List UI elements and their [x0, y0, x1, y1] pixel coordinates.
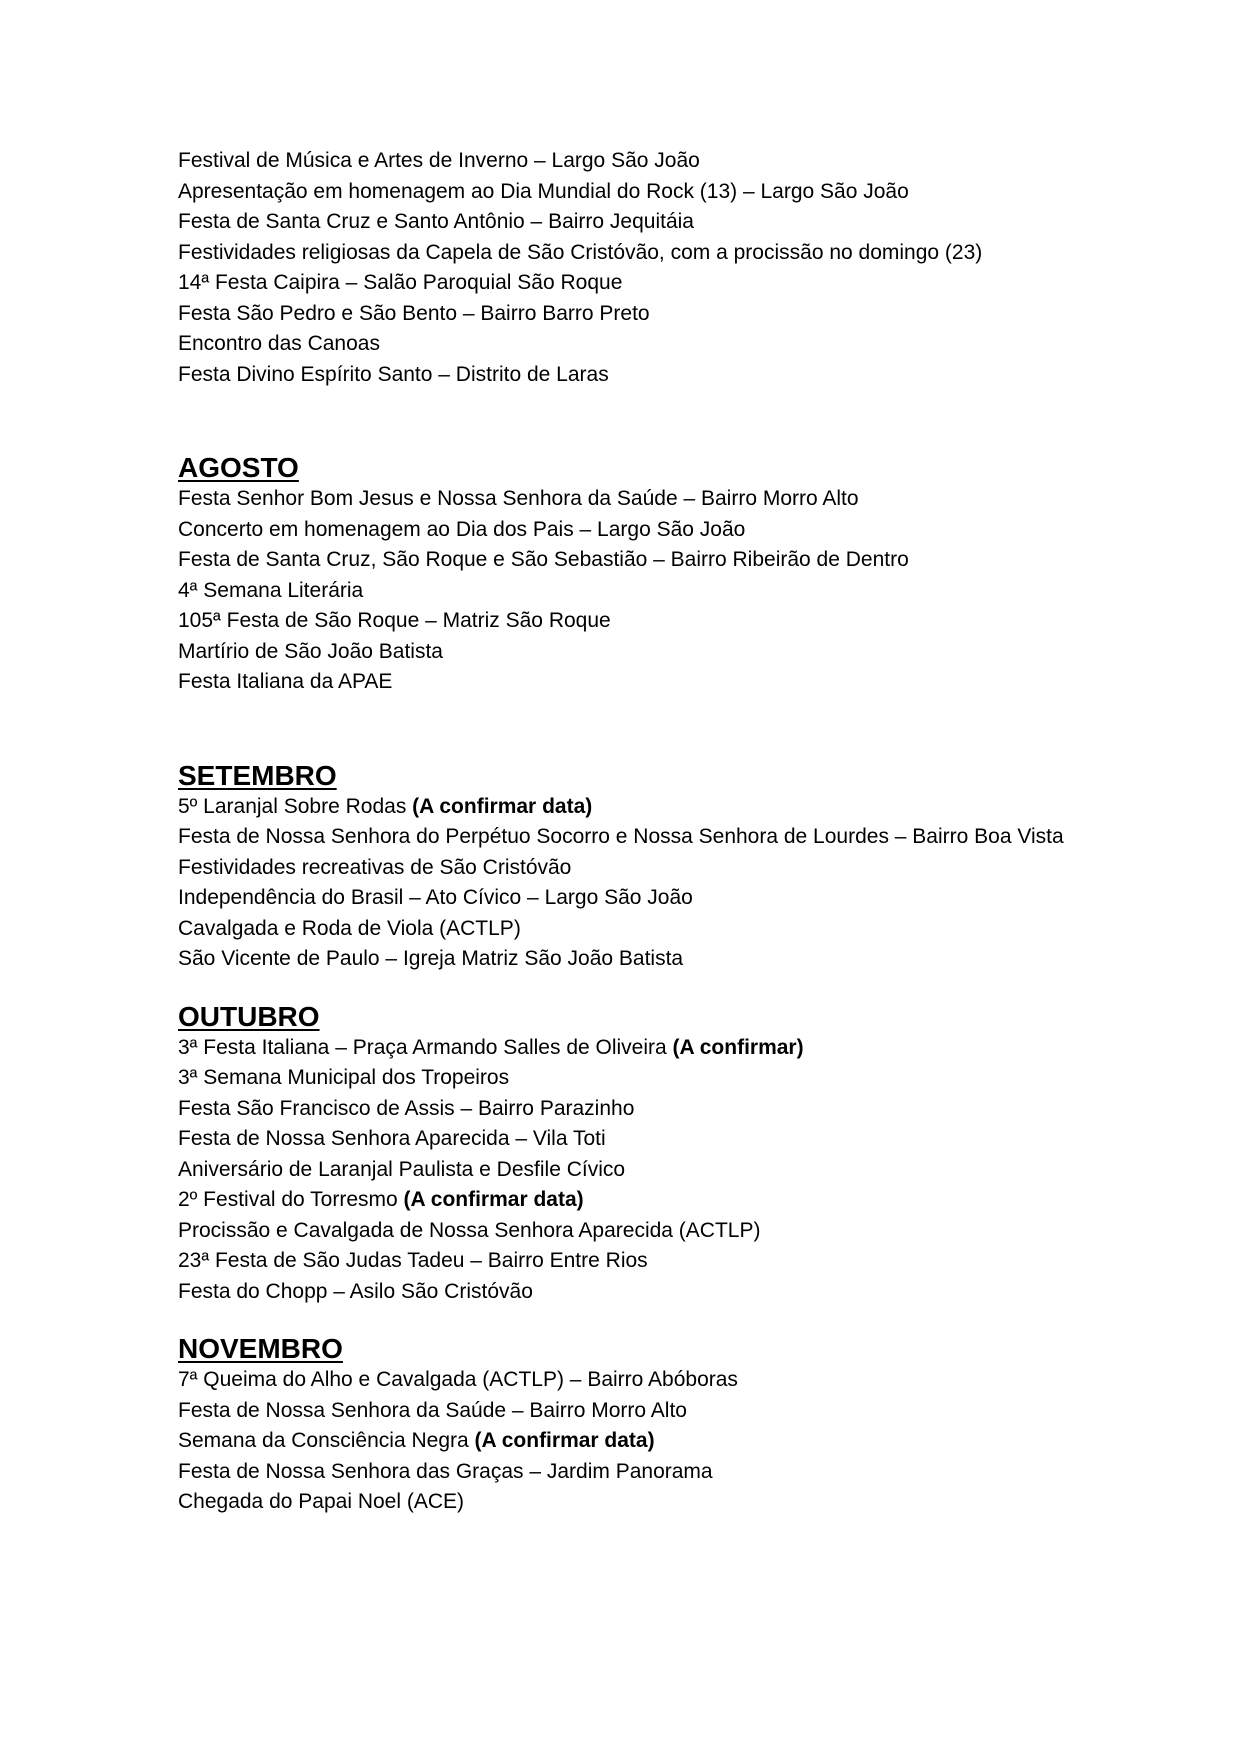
event-item: Chegada do Papai Noel (ACE) — [178, 1490, 465, 1513]
section-novembro — [178, 1333, 1078, 1518]
month-heading: NOVEMBRO — [178, 1333, 343, 1364]
event-item: Procissão e Cavalgada de Nossa Senhora Aparecida (ACTLP) — [178, 1218, 761, 1242]
event-item: São Vicente de Paulo – Igreja Matriz São João Batista — [178, 947, 684, 970]
event-item-note: (A confirmar) — [672, 1035, 804, 1059]
event-item-text: 5º Laranjal Sobre Rodas — [178, 794, 413, 818]
event-item: Festa de Santa Cruz e Santo Antônio – Bairro Jequitáia — [178, 210, 694, 233]
event-item: Festival de Música e Artes de Inverno – Largo São João — [178, 149, 700, 172]
event-item: 105ª Festa de São Roque – Matriz São Roque — [178, 609, 611, 632]
event-item: Martírio de São João Batista — [178, 639, 443, 663]
event-item: Independência do Brasil – Ato Cívico – Largo São João — [178, 886, 693, 909]
event-item-text: Semana da Consciência Negra — [178, 1429, 475, 1452]
event-item: Concerto em homenagem ao Dia dos Pais – Largo São João — [178, 517, 746, 541]
event-item: Festa Senhor Bom Jesus e Nossa Senhora da Saúde – Bairro Morro Alto — [178, 487, 859, 510]
event-item: Cavalgada e Roda de Viola (ACTLP) — [178, 916, 521, 940]
event-item: 7ª Queima do Alho e Cavalgada (ACTLP) – Bairro Abóboras — [178, 1368, 738, 1391]
event-item: Festa do Chopp – Asilo São Cristóvão — [178, 1279, 533, 1303]
event-item: Festa Italiana da APAE — [178, 670, 393, 693]
event-item — [178, 1426, 1078, 1457]
event-item: Festa São Francisco de Assis – Bairro Parazinho — [178, 1096, 635, 1120]
section-outubro — [178, 1001, 1078, 1308]
event-item-note: (A confirmar data) — [403, 1188, 584, 1211]
event-item: Festividades recreativas de São Cristóvão — [178, 855, 572, 879]
event-item: Festa Divino Espírito Santo – Distrito de Laras — [178, 362, 609, 386]
event-item: Festa de Nossa Senhora Aparecida – Vila Toti — [178, 1127, 606, 1150]
document-page — [178, 146, 1078, 1518]
event-item: 4ª Semana Literária — [178, 578, 364, 602]
event-item — [178, 792, 1078, 823]
section-setembro — [178, 760, 1078, 975]
event-item-text: 2º Festival do Torresmo — [178, 1188, 404, 1211]
event-item: Festa de Nossa Senhora das Graças – Jardim Panorama — [178, 1459, 713, 1483]
event-item-text: 3ª Festa Italiana – Praça Armando Salles de Oliveira — [178, 1035, 673, 1059]
event-item-note: (A confirmar data) — [412, 794, 593, 818]
month-heading: AGOSTO — [178, 452, 299, 483]
event-item: 23ª Festa de São Judas Tadeu – Bairro Entre Rios — [178, 1249, 648, 1272]
event-item: Festa São Pedro e São Bento – Bairro Barro Preto — [178, 301, 650, 325]
event-item: 14ª Festa Caipira – Salão Paroquial São Roque — [178, 271, 623, 294]
month-heading: OUTUBRO — [178, 1000, 320, 1032]
section-agosto — [178, 452, 1078, 698]
section-continuation — [178, 146, 1078, 390]
event-item: Apresentação em homenagem ao Dia Mundial do Rock (13) – Largo São João — [178, 179, 909, 203]
event-item: Festa de Nossa Senhora do Perpétuo Socorro e Nossa Senhora de Lourdes – Bairro Boa Vista — [178, 825, 1064, 848]
event-item: Encontro das Canoas — [178, 332, 380, 355]
event-item: Festividades religiosas da Capela de São Cristóvão, com a procissão no domingo (23) — [178, 240, 983, 264]
event-item — [178, 1033, 1078, 1064]
event-item: 3ª Semana Municipal dos Tropeiros — [178, 1066, 510, 1089]
event-item: Festa de Nossa Senhora da Saúde – Bairro Morro Alto — [178, 1398, 687, 1422]
event-item — [178, 1185, 1078, 1216]
event-item: Aniversário de Laranjal Paulista e Desfile Cívico — [178, 1157, 626, 1181]
event-item-note: (A confirmar data) — [474, 1429, 655, 1452]
month-heading: SETEMBRO — [178, 759, 337, 791]
event-item: Festa de Santa Cruz, São Roque e São Sebastião – Bairro Ribeirão de Dentro — [178, 548, 909, 571]
